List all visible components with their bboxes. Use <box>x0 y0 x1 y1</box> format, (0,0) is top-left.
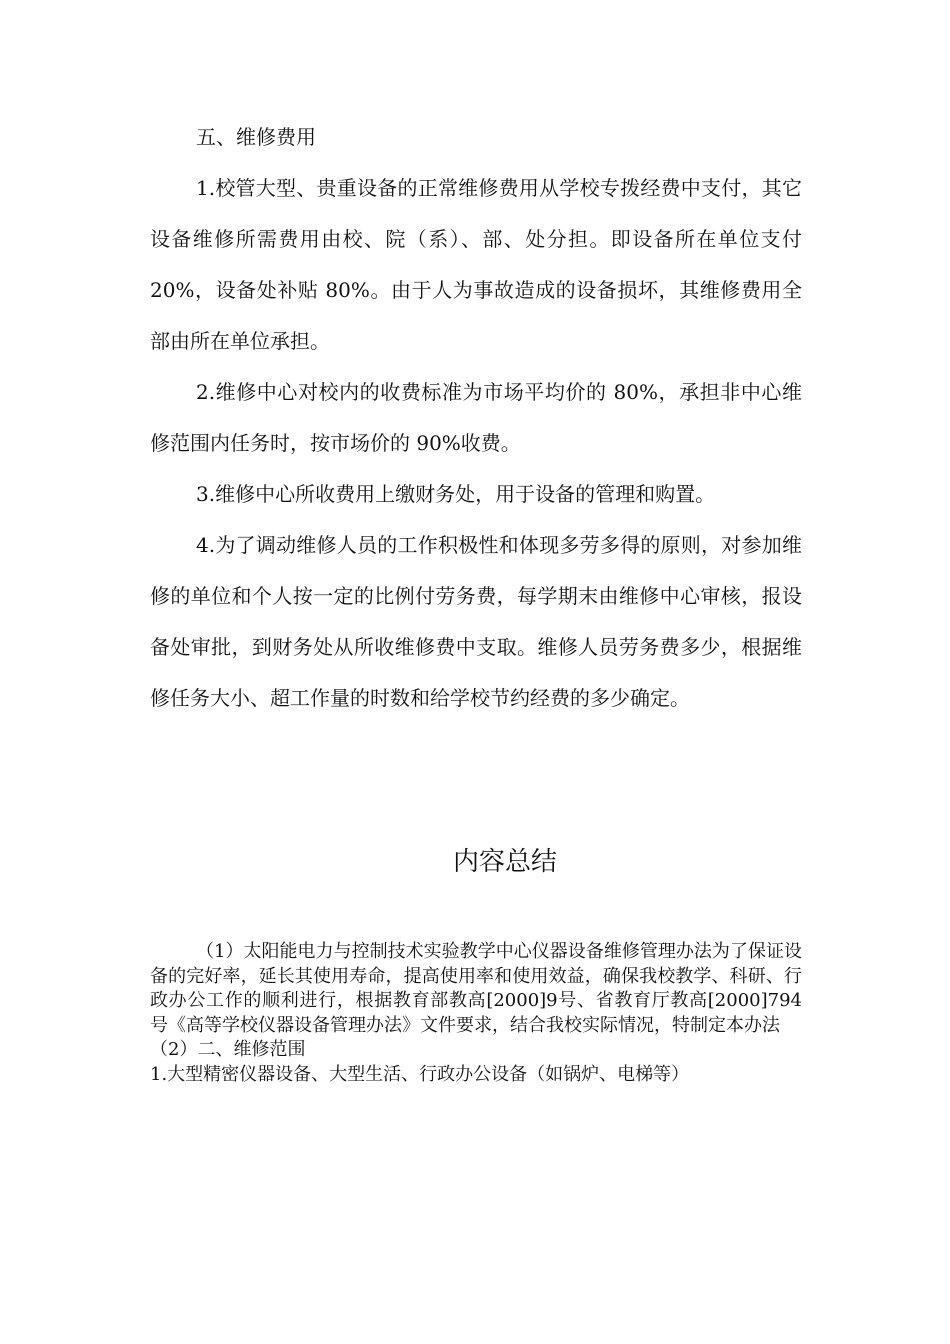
summary-item-1: （1）太阳能电力与控制技术实验教学中心仪器设备维修管理办法为了保证设备的完好率，延长其使用寿命，提高使用率和使用效益，确保我校教学、科研、行政办公工作的顺利进行，根据教育部教高[2000]9号、省教育厅教高[2000]794 号《高等学校仪器设备管理办法》文件要求，结合我校实际情况，特制定本办法 <box>150 941 802 1036</box>
section-body <box>150 163 802 724</box>
paragraph-1: 1.校管大型、贵重设备的正常维修费用从学校专拨经费中支付，其它设备维修所需费用由校、院（系）、部、处分担。即设备所在单位支付 20%，设备处补贴 80%。由于人为事故造成的设备损坏，其维修费用全部由所在单位承担。 <box>150 176 802 353</box>
summary-item-2: （2）二、维修范围 <box>150 1039 306 1060</box>
paragraph-3: 3.维修中心所收费用上缴财务处，用于设备的管理和购置。 <box>196 482 716 506</box>
paragraph-2: 2.维修中心对校内的收费标准为市场平均价的 80%，承担非中心维修范围内任务时，按市场价的 90%收费。 <box>150 380 802 455</box>
paragraph-4: 4.为了调动维修人员的工作积极性和体现多劳多得的原则，对参加维修的单位和个人按一定的比例付劳务费，每学期末由维修中心审核，报设备处审批，到财务处从所收维修费中支取。维修人员劳务费多少，根据维修任务大小、超工作量的时数和给学校节约经费的多少确定。 <box>150 533 802 710</box>
summary-block <box>150 940 802 1087</box>
summary-title: 内容总结 <box>452 847 557 877</box>
section-heading: 五、维修费用 <box>196 125 316 149</box>
summary-item-3: 1.大型精密仪器设备、大型生活、行政办公设备（如锅炉、电梯等） <box>150 1063 690 1085</box>
